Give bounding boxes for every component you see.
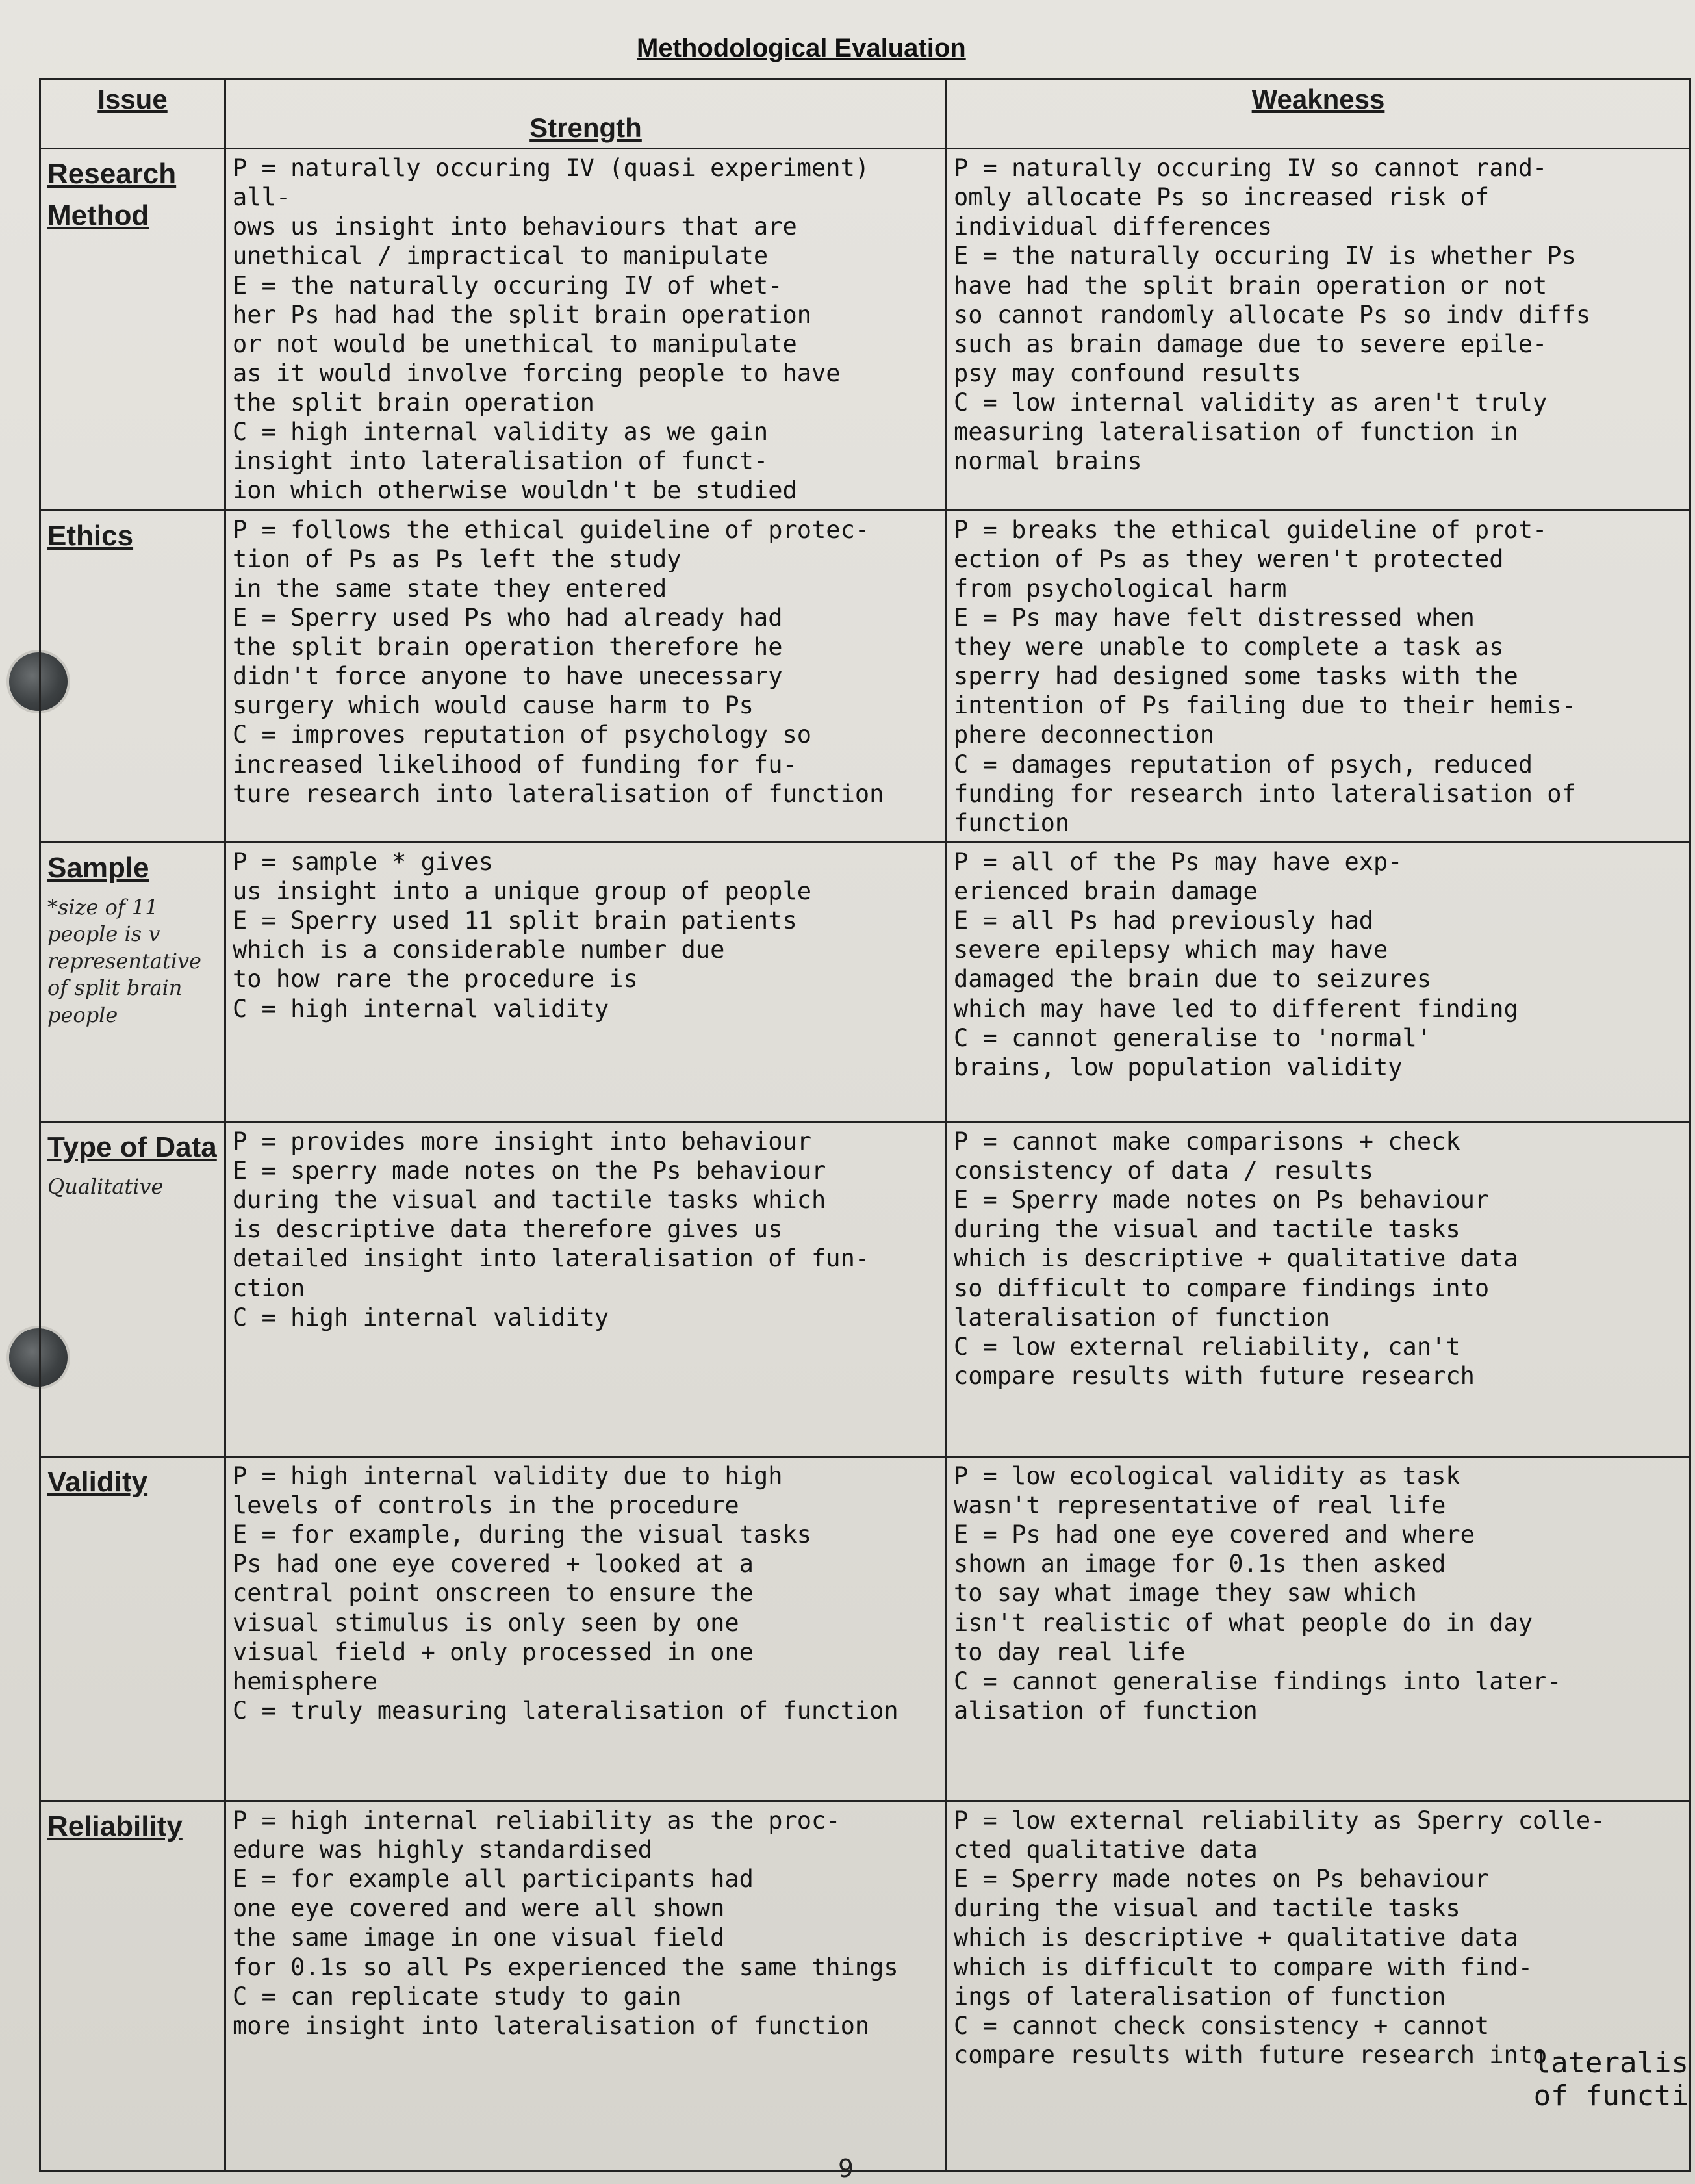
- issue-cell: [40, 510, 225, 842]
- weakness-line: sperry had designed some tasks with the: [954, 662, 1518, 691]
- weakness-line: P = low external reliability as Sperry colle-: [954, 1806, 1605, 1834]
- strength-cell: [225, 1122, 947, 1456]
- weakness-line: measuring lateralisation of function in: [954, 418, 1518, 446]
- strength-line: the split brain operation: [233, 389, 594, 417]
- weakness-line: E = Sperry made notes on Ps behaviour: [954, 1865, 1490, 1894]
- issue-note: *size of 11 people is v representative of split brain people: [47, 894, 201, 1028]
- strength-line: tion of Ps as Ps left the study: [233, 545, 682, 573]
- strength-cell: [225, 1456, 947, 1801]
- weakness-cell: [947, 1801, 1690, 2171]
- weakness-line: alisation of function: [954, 1696, 1258, 1725]
- weakness-line: during the visual and tactile tasks: [954, 1215, 1460, 1244]
- strength-line: us insight into a unique group of people: [233, 877, 812, 905]
- issue-note: Qualitative: [47, 1174, 164, 1199]
- weakness-line: C = low external reliability, can't: [954, 1332, 1460, 1361]
- weakness-line: C = cannot generalise findings into later-: [954, 1667, 1562, 1695]
- weakness-line: C = cannot check consistency + cannot: [954, 2011, 1490, 2040]
- weakness-line: P = cannot make comparisons + check: [954, 1127, 1460, 1155]
- strength-line: visual stimulus is only seen by one: [233, 1608, 739, 1637]
- strength-line: E = for example all participants had: [233, 1865, 754, 1894]
- table-row: [40, 842, 1690, 1122]
- strength-line: didn't force anyone to have unecessary: [233, 662, 783, 691]
- weakness-line: brains, low population validity: [954, 1053, 1403, 1081]
- weakness-line: so difficult to compare findings into: [954, 1274, 1490, 1302]
- header-issue: Issue: [40, 79, 225, 149]
- weakness-line: severe epilepsy which may have: [954, 936, 1388, 964]
- strength-line: P = sample * gives: [233, 847, 493, 876]
- strength-line: the same image in one visual field: [233, 1923, 725, 1952]
- strength-line: ction: [233, 1274, 305, 1302]
- strength-line: C = can replicate study to gain: [233, 1982, 682, 2011]
- strength-line: P = high internal reliability as the proc-: [233, 1806, 841, 1834]
- issue-cell: [40, 149, 225, 511]
- strength-line: for 0.1s so all Ps experienced the same things: [233, 1953, 898, 1981]
- issue-cell: [40, 1456, 225, 1801]
- strength-line: detailed insight into lateralisation of fun-: [233, 1244, 870, 1273]
- issue-cell: [40, 1122, 225, 1456]
- strength-line: C = improves reputation of psychology so: [233, 721, 812, 749]
- weakness-line: phere deconnection: [954, 721, 1214, 749]
- weakness-line: they were unable to complete a task as: [954, 633, 1504, 661]
- weakness-cell: [947, 510, 1690, 842]
- strength-line: E = for example, during the visual tasks: [233, 1521, 812, 1549]
- margin-note-line: lateralis: [1533, 2046, 1689, 2079]
- weakness-line: compare results with future research into: [954, 2040, 1548, 2069]
- margin-note: [1534, 2047, 1689, 2113]
- weakness-line: wasn't representative of real life: [954, 1491, 1446, 1519]
- weakness-line: lateralisation of function: [954, 1303, 1331, 1331]
- strength-line: ture research into lateralisation of function: [233, 779, 884, 808]
- weakness-line: ection of Ps as they weren't protected: [954, 545, 1504, 573]
- issue-label: Validity: [47, 1465, 148, 1498]
- strength-line: ion which otherwise wouldn't be studied: [233, 476, 797, 505]
- weakness-line: funding for research into lateralisation of function: [954, 779, 1576, 837]
- strength-line: is descriptive data therefore gives us: [233, 1215, 783, 1244]
- strength-line: P = naturally occuring IV (quasi experiment) all-: [233, 154, 870, 212]
- strength-line: P = high internal validity due to high: [233, 1461, 783, 1490]
- strength-line: increased likelihood of funding for fu-: [233, 750, 797, 778]
- issue-label: Reliability: [47, 1810, 183, 1842]
- strength-line: P = follows the ethical guideline of protec-: [233, 515, 870, 544]
- weakness-line: C = low internal validity as aren't truly: [954, 389, 1548, 417]
- weakness-line: psy may confound results: [954, 359, 1301, 387]
- weakness-line: C = damages reputation of psych, reduced: [954, 750, 1533, 778]
- weakness-line: to say what image they saw which: [954, 1579, 1417, 1608]
- strength-line: unethical / impractical to manipulate: [233, 242, 769, 270]
- weakness-line: C = cannot generalise to 'normal': [954, 1023, 1432, 1052]
- strength-line: levels of controls in the procedure: [233, 1491, 739, 1519]
- weakness-line: E = Ps had one eye covered and where: [954, 1521, 1475, 1549]
- weakness-line: shown an image for 0.1s then asked: [954, 1550, 1446, 1578]
- strength-cell: [225, 149, 947, 511]
- strength-line: or not would be unethical to manipulate: [233, 329, 797, 358]
- weakness-line: from psychological harm: [954, 574, 1287, 602]
- strength-cell: [225, 1801, 947, 2171]
- weakness-line: which is descriptive + qualitative data: [954, 1244, 1518, 1273]
- weakness-line: such as brain damage due to severe epile-: [954, 329, 1548, 358]
- page-title: Methodological Evaluation: [637, 34, 966, 62]
- table-row: [40, 1801, 1690, 2171]
- strength-line: E = Sperry used 11 split brain patients: [233, 906, 797, 935]
- issue-cell: [40, 842, 225, 1122]
- issue-label: Research Method: [47, 158, 177, 231]
- weakness-line: individual differences: [954, 212, 1273, 241]
- weakness-line: cted qualitative data: [954, 1836, 1258, 1864]
- strength-line: one eye covered and were all shown: [233, 1894, 725, 1923]
- weakness-line: intention of Ps failing due to their hemis-: [954, 691, 1576, 720]
- weakness-line: P = naturally occuring IV so cannot rand-: [954, 154, 1548, 182]
- strength-line: central point onscreen to ensure the: [233, 1579, 754, 1608]
- issue-label: Ethics: [47, 519, 134, 552]
- weakness-line: to day real life: [954, 1638, 1186, 1666]
- weakness-line: ings of lateralisation of function: [954, 1982, 1446, 2011]
- table-row: [40, 149, 1690, 511]
- strength-line: edure was highly standardised: [233, 1836, 653, 1864]
- weakness-line: P = low ecological validity as task: [954, 1461, 1460, 1490]
- weakness-cell: [947, 842, 1690, 1122]
- table-row: [40, 510, 1690, 842]
- weakness-cell: [947, 149, 1690, 511]
- weakness-line: E = Ps may have felt distressed when: [954, 603, 1475, 632]
- weakness-line: P = all of the Ps may have exp-: [954, 847, 1403, 876]
- weakness-line: have had the split brain operation or not: [954, 271, 1548, 300]
- weakness-line: omly allocate Ps so increased risk of: [954, 183, 1490, 212]
- strength-line: during the visual and tactile tasks which: [233, 1186, 826, 1214]
- strength-line: E = sperry made notes on the Ps behaviour: [233, 1157, 826, 1185]
- strength-line: C = high internal validity: [233, 994, 609, 1023]
- issue-cell: [40, 1801, 225, 2171]
- strength-line: the split brain operation therefore he: [233, 633, 783, 661]
- strength-line: E = the naturally occuring IV of whet-: [233, 271, 783, 300]
- strength-line: her Ps had had the split brain operation: [233, 300, 812, 329]
- issue-label: Sample: [47, 851, 149, 884]
- strength-line: surgery which would cause harm to Ps: [233, 691, 754, 720]
- header-strength: Strength: [225, 79, 947, 149]
- weakness-line: E = the naturally occuring IV is whether Ps: [954, 242, 1576, 270]
- weakness-line: which is difficult to compare with find-: [954, 1953, 1533, 1981]
- weakness-line: so cannot randomly allocate Ps so indv diffs: [954, 300, 1591, 329]
- strength-line: hemisphere: [233, 1667, 377, 1695]
- table-row: [40, 1456, 1690, 1801]
- strength-line: P = provides more insight into behaviour: [233, 1127, 812, 1155]
- weakness-line: E = Sperry made notes on Ps behaviour: [954, 1186, 1490, 1214]
- strength-line: visual field + only processed in one: [233, 1638, 754, 1666]
- strength-line: to how rare the procedure is: [233, 965, 638, 994]
- weakness-cell: [947, 1122, 1690, 1456]
- weakness-line: E = all Ps had previously had: [954, 906, 1374, 935]
- header-weakness: Weakness: [947, 79, 1690, 149]
- strength-line: more insight into lateralisation of function: [233, 2011, 870, 2040]
- strength-line: Ps had one eye covered + looked at a: [233, 1550, 754, 1578]
- weakness-line: damaged the brain due to seizures: [954, 965, 1432, 994]
- weakness-line: consistency of data / results: [954, 1157, 1374, 1185]
- weakness-line: during the visual and tactile tasks: [954, 1894, 1460, 1923]
- table-row: [40, 1122, 1690, 1456]
- strength-cell: [225, 842, 947, 1122]
- weakness-line: normal brains: [954, 447, 1142, 476]
- header-row: [40, 79, 1690, 149]
- weakness-line: isn't realistic of what people do in day: [954, 1608, 1533, 1637]
- weakness-cell: [947, 1456, 1690, 1801]
- strength-line: C = high internal validity: [233, 1303, 609, 1331]
- page-number: 9: [838, 2154, 854, 2183]
- weakness-line: erienced brain damage: [954, 877, 1258, 905]
- strength-cell: [225, 510, 947, 842]
- strength-line: as it would involve forcing people to have: [233, 359, 841, 387]
- issue-label: Type of Data: [47, 1131, 217, 1163]
- strength-line: E = Sperry used Ps who had already had: [233, 603, 783, 632]
- weakness-line: P = breaks the ethical guideline of prot-: [954, 515, 1548, 544]
- weakness-line: which is descriptive + qualitative data: [954, 1923, 1518, 1952]
- strength-line: ows us insight into behaviours that are: [233, 212, 797, 241]
- strength-line: which is a considerable number due: [233, 936, 725, 964]
- evaluation-table: [39, 78, 1691, 2172]
- weakness-line: compare results with future research: [954, 1361, 1475, 1390]
- weakness-line: which may have led to different finding: [954, 994, 1518, 1023]
- strength-line: in the same state they entered: [233, 574, 667, 602]
- strength-line: C = truly measuring lateralisation of function: [233, 1696, 898, 1725]
- strength-line: C = high internal validity as we gain: [233, 418, 769, 446]
- margin-note-line: of functi: [1533, 2079, 1689, 2113]
- strength-line: insight into lateralisation of funct-: [233, 447, 769, 476]
